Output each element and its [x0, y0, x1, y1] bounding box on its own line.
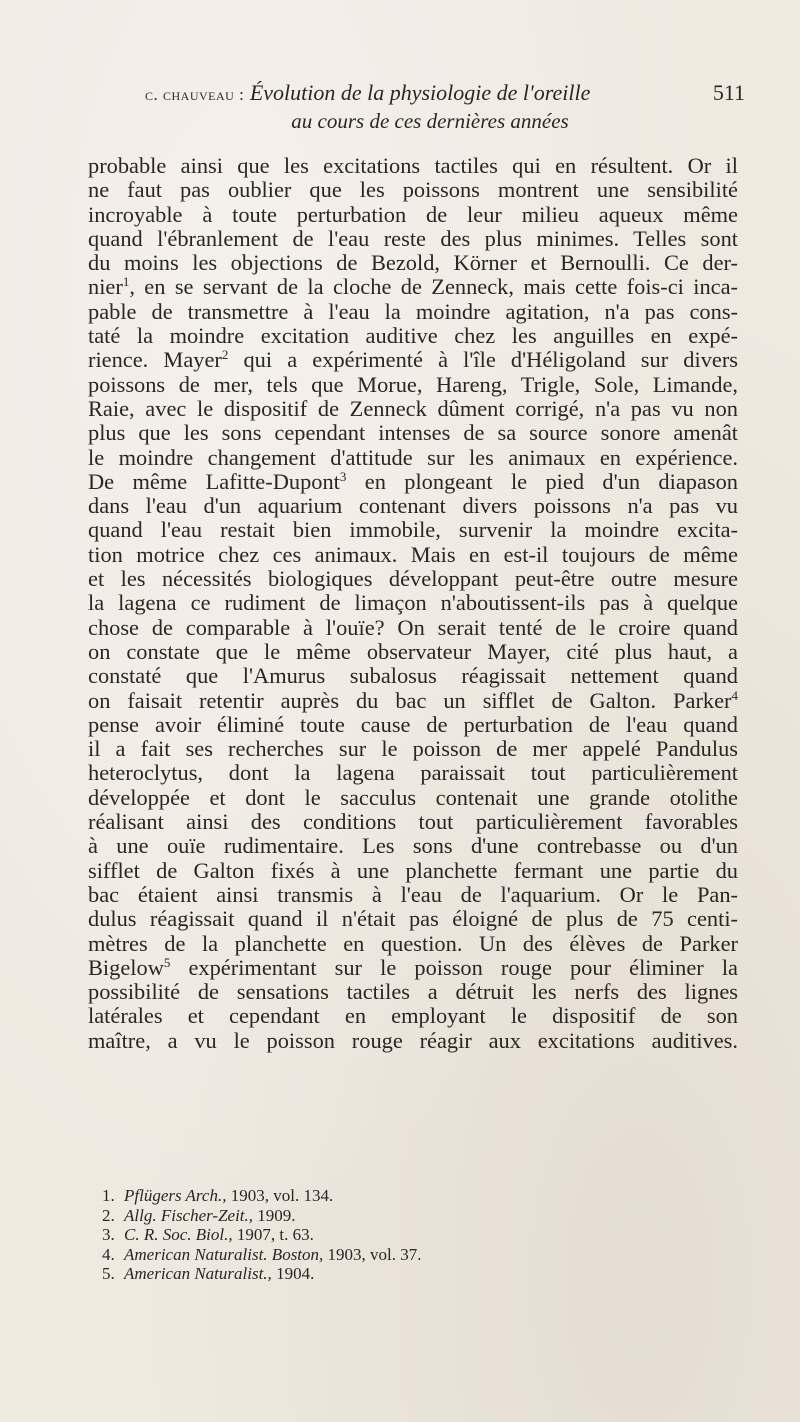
page-number: 511: [712, 80, 745, 105]
text-line: pense avoir éliminé toute cause de perturbation de l'eau quand: [88, 711, 738, 737]
text-line: constaté que l'Amurus subalosus réagissait nettement quand: [88, 663, 738, 689]
text-fragment: nier: [88, 274, 123, 300]
text-line: poissons de mer, tels que Morue, Hareng, Trigle, Sole, Limande,: [88, 371, 738, 397]
text-line: la lagena ce rudiment de limaçon n'aboutissent-ils pas à quelque: [88, 590, 738, 616]
text-line: latérales et cependant en employant le dispositif de son: [88, 1003, 738, 1029]
footnote: [102, 1225, 702, 1245]
text-line: incroyable à toute perturbation de leur milieu aqueux même: [88, 201, 738, 227]
footnote-source: Allg. Fischer-Zeit.,: [124, 1205, 254, 1225]
text-line: dulus réagissait quand il n'était pas éloigné de plus de 75 centi-: [88, 906, 738, 932]
text-line: et les nécessités biologiques développant peut-être outre mesure: [88, 566, 738, 592]
footnote-number: 3.: [102, 1225, 115, 1245]
footnote-ref: 4: [731, 687, 738, 703]
text-line: le moindre changement d'attitude sur les animaux en expérience.: [88, 444, 738, 470]
footnote-ref: 5: [163, 954, 171, 970]
footnote: [102, 1206, 702, 1226]
text-line: quand l'ébranlement de l'eau reste des plus minimes. Telles sont: [88, 225, 738, 251]
running-header: [145, 80, 745, 134]
footnote-detail: 1903, vol. 37.: [323, 1244, 422, 1264]
text-line: chose de comparable à l'ouïe? On serait tenté de le croire quand: [88, 614, 738, 640]
text-line: [88, 275, 738, 299]
text-line: à une ouïe rudimentaire. Les sons d'une contrebasse ou d'un: [88, 833, 738, 859]
header-author: c. chauveau :: [145, 85, 245, 104]
text-fragment: on faisait retentir auprès du bac un sifflet de Galton. Parker: [88, 687, 732, 713]
text-fragment: rience. Mayer: [88, 347, 222, 373]
text-fragment: qui a expérimenté à l'île d'Héligoland sur divers: [228, 347, 738, 373]
text-line: on constate que le même observateur Mayer, cité plus haut, a: [88, 638, 738, 664]
text-line: mètres de la planchette en question. Un des élèves de Parker: [88, 930, 738, 956]
header-title: Évolution de la physiologie de l'oreille: [249, 80, 591, 105]
header-subtitle: au cours de ces dernières années: [291, 109, 569, 133]
footnote-number: 2.: [102, 1205, 115, 1225]
footnote-source: Pflügers Arch.,: [124, 1186, 227, 1205]
footnote-ref: 3: [339, 468, 347, 484]
text-line: développée et dont le sacculus contenait une grande otolithe: [88, 784, 738, 810]
text-line: réalisant ainsi des conditions tout particulièrement favorables: [88, 809, 738, 835]
footnote-ref: 2: [221, 347, 229, 363]
header-line: [145, 80, 745, 108]
text-line: [88, 470, 738, 494]
text-line: Raie, avec le dispositif de Zenneck dûment corrigé, n'a pas vu non: [88, 395, 738, 421]
footnote-source: American Naturalist.,: [124, 1264, 272, 1284]
header-title-block: [145, 80, 590, 108]
footnote-ref: 1: [122, 274, 130, 290]
text-line: quand l'eau restait bien immobile, survenir la moindre excita-: [88, 517, 738, 543]
footnote-source: C. R. Soc. Biol.,: [124, 1225, 233, 1245]
text-line: tion motrice chez ces animaux. Mais en est-il toujours de même: [88, 541, 738, 567]
text-fragment: expérimentant sur le poisson rouge pour éliminer la: [170, 954, 738, 980]
body-paragraph: [88, 154, 738, 1053]
footnote-detail: 1903, vol. 134.: [226, 1186, 334, 1205]
footnote-detail: 1904.: [271, 1264, 315, 1284]
footnote-number: 4.: [102, 1244, 115, 1264]
text-fragment: , en se servant de la cloche de Zenneck, mais cette fois-ci inca-: [129, 274, 738, 300]
text-line: probable ainsi que les excitations tactiles qui en résultent. Or il: [88, 153, 738, 178]
text-line: [88, 348, 738, 372]
footnote-source: American Naturalist. Boston,: [124, 1244, 324, 1264]
text-line: bac étaient ainsi transmis à l'eau de l'aquarium. Or le Pan-: [88, 881, 738, 907]
text-line: [88, 689, 738, 713]
footnote: [102, 1245, 702, 1265]
text-line: sifflet de Galton fixés à une planchette fermant une partie du: [88, 857, 738, 883]
footnote: [102, 1264, 702, 1284]
text-fragment: en plongeant le pied d'un diapason: [346, 468, 738, 494]
text-line: pable de transmettre à l'eau la moindre agitation, n'a pas cons-: [88, 298, 738, 324]
text-line: taté la moindre excitation auditive chez les anguilles en expé-: [88, 323, 738, 349]
text-line: du moins les objections de Bezold, Körner et Bernoulli. Ce der-: [88, 250, 738, 276]
footnote-detail: 1907, t. 63.: [232, 1225, 314, 1245]
text-line: possibilité de sensations tactiles a détruit les nerfs des lignes: [88, 979, 738, 1005]
text-line: il a fait ses recherches sur le poisson de mer appelé Pandulus: [88, 736, 738, 762]
text-line: dans l'eau d'un aquarium contenant divers poissons n'a pas vu: [88, 493, 738, 519]
footnote-number: 1.: [102, 1186, 115, 1205]
footnote: [102, 1186, 702, 1206]
footnote-number: 5.: [102, 1264, 115, 1284]
footnote-detail: 1909.: [253, 1205, 296, 1225]
text-line: [88, 956, 738, 980]
text-line: heteroclytus, dont la lagena paraissait tout particulièrement: [88, 760, 738, 786]
text-fragment: Bigelow: [88, 954, 164, 980]
footnotes: [102, 1186, 702, 1284]
text-line: ne faut pas oublier que les poissons montrent une sensibilité: [88, 177, 738, 203]
text-line: plus que les sons cependant intenses de sa source sonore amenât: [88, 420, 738, 446]
text-line: maître, a vu le poisson rouge réagir aux excitations auditives.: [88, 1027, 738, 1053]
text-fragment: De même Lafitte-Dupont: [88, 468, 340, 494]
